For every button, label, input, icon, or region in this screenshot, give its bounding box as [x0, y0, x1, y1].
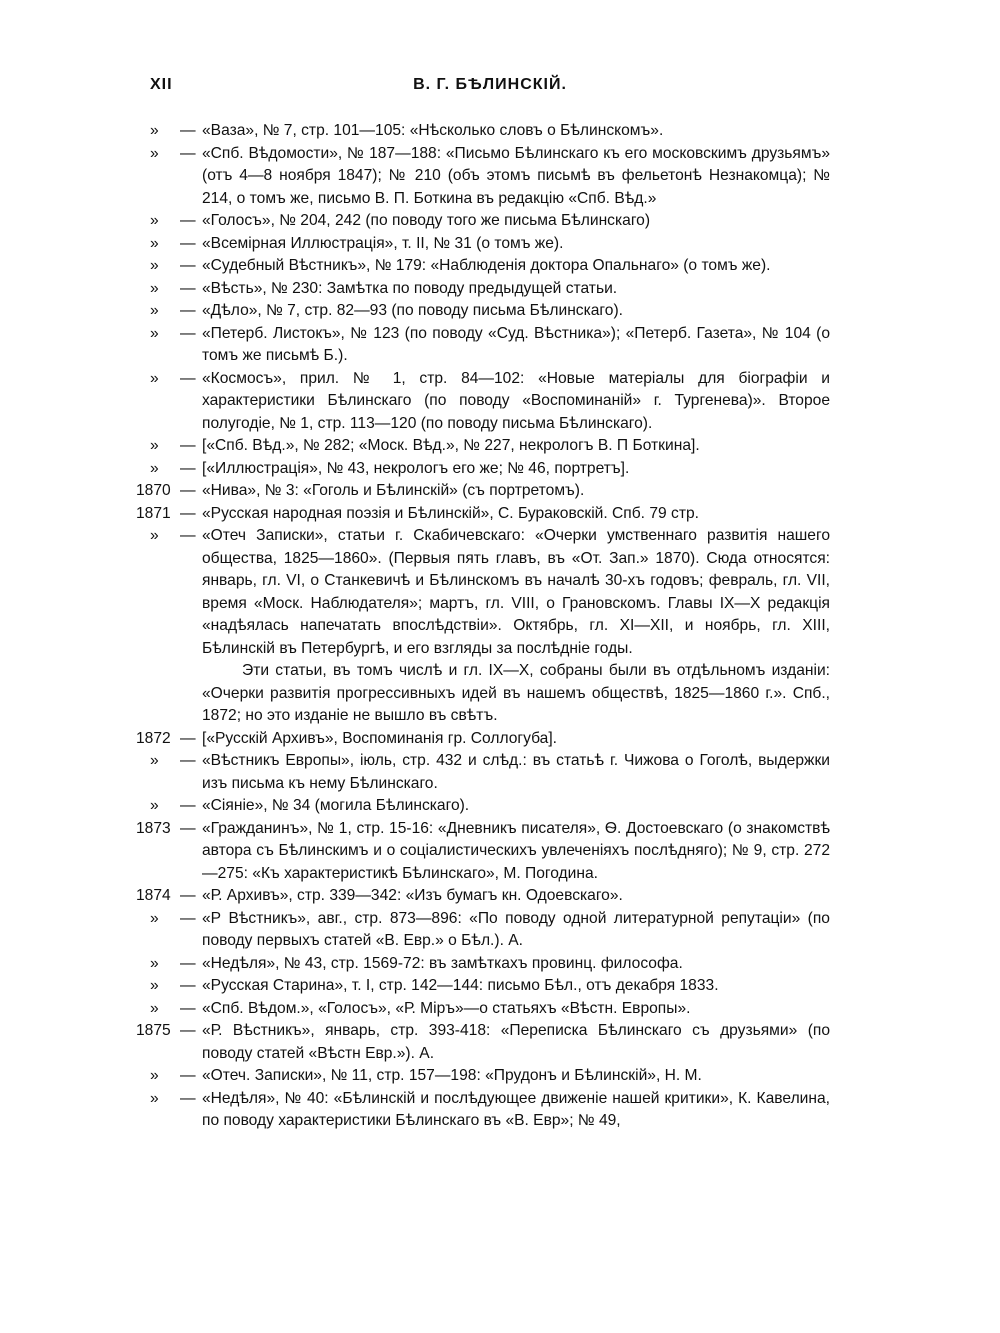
- bibliography-entry: [150, 953, 830, 976]
- entry-year: »: [150, 144, 159, 162]
- bibliography-entry: [150, 278, 830, 301]
- entry-year: 1870: [136, 482, 171, 499]
- bibliography-entry: [150, 120, 830, 143]
- entry-dash: —: [180, 887, 196, 904]
- entry-dash: —: [180, 1089, 196, 1107]
- bibliography-entry: [150, 300, 830, 323]
- entry-dash: —: [180, 144, 196, 162]
- entry-year: »: [150, 302, 159, 319]
- bibliography-entry: [150, 458, 830, 481]
- entry-dash: —: [180, 999, 196, 1017]
- entry-year: »: [150, 369, 159, 387]
- bibliography-entry: [136, 818, 830, 886]
- entry-year: 1873: [136, 819, 171, 837]
- entry-text: «Голосъ», № 204, 242 (по поводу того же письма Бѣлинскаго): [202, 212, 651, 229]
- entry-dash: —: [180, 279, 196, 297]
- entry-text: [«Спб. Вѣд.», № 282; «Моск. Вѣд.», № 227, некрологъ В. П Боткина].: [202, 437, 700, 454]
- entry-dash: —: [180, 752, 196, 769]
- bibliography-entry: [136, 503, 830, 526]
- entry-dash: —: [180, 1067, 196, 1084]
- entry-year: »: [150, 999, 159, 1017]
- entry-year: »: [150, 909, 159, 927]
- entry-text: «Спб. Вѣдомости», № 187—188: «Письмо Бѣлинскаго къ его московскимъ друзьямъ» (отъ 4—8 ноября 1847); № 210 (объ этомъ письмѣ въ фельетонѣ Незнакомца); № 214, о томъ же, письмо В. П. Боткина въ редакцію «Спб. Вѣд.»: [202, 144, 830, 207]
- entry-text: «Космосъ», прил. № 1, стр. 84—102: «Новые матеріалы для біографіи и характеристики Бѣлинскаго (по поводу «Воспоминаній» г. Тургенева)». Второе полугодіе, № 1, стр. 113—120 (по поводу письма Бѣлинскаго).: [202, 369, 830, 432]
- entry-text: [«Иллюстрація», № 43, некрологъ его же; № 46, портретъ].: [202, 459, 630, 477]
- entry-year: »: [150, 954, 159, 972]
- entry-dash: —: [180, 797, 196, 814]
- entry-text: «Вѣстникъ Европы», іюль, стр. 432 и слѣд.: въ статьѣ г. Чижова о Гоголѣ, выдержки изъ письма къ нему Бѣлинскаго.: [202, 752, 830, 792]
- entry-year: »: [150, 797, 159, 814]
- entry-text: «Гражданинъ», № 1, стр. 15-16: «Дневникъ писателя», Ѳ. Достоевскаго (о знакомствѣ автора съ Бѣлинскимъ и о соціалистическихъ увлеченіяхъ послѣдняго); № 9, стр. 272—275: «Къ характеристикѣ Бѣлинскаго», М. Погодина.: [202, 819, 830, 882]
- bibliography-entry: [150, 368, 830, 436]
- entry-text: «Русская Старина», т. I, стр. 142—144: письмо Бѣл., отъ декабря 1833.: [202, 977, 719, 994]
- entry-dash: —: [180, 909, 196, 927]
- bibliography-entry: [150, 233, 830, 256]
- entry-text: «Р. Архивъ», стр. 339—342: «Изъ бумагъ кн. Одоевскаго».: [202, 887, 623, 904]
- entry-year: »: [150, 122, 159, 139]
- entry-year: »: [150, 212, 159, 229]
- bibliography-entry: [150, 750, 830, 795]
- entry-text: «Судебный Вѣстникъ», № 179: «Наблюденія доктора Опальнаго» (о томъ же).: [202, 257, 771, 274]
- bibliography-entry: [150, 435, 830, 458]
- entry-text: «Недѣля», № 43, стр. 1569-72: въ замѣткахъ провинц. философа.: [202, 954, 683, 972]
- entry-dash: —: [180, 212, 196, 229]
- page-number: XII: [150, 76, 173, 93]
- entry-year: 1871: [136, 504, 171, 522]
- entry-text: «Р. Вѣстникъ», январь, стр. 393-418: «Переписка Бѣлинскаго съ друзьями» (по поводу статей «Вѣстн Евр.»). А.: [202, 1022, 830, 1062]
- entry-dash: —: [180, 527, 196, 544]
- entry-year: »: [150, 234, 159, 252]
- bibliography-list: [136, 120, 830, 1133]
- bibliography-entry: [150, 908, 830, 953]
- bibliography-entry: [150, 323, 830, 368]
- entry-dash: —: [180, 234, 196, 252]
- entry-year: »: [150, 257, 159, 274]
- entry-dash: —: [180, 954, 196, 972]
- entry-text: «Вѣсть», № 230: Замѣтка по поводу предыдущей статьи.: [202, 279, 618, 297]
- entry-text: «Нива», № 3: «Гоголь и Бѣлинскій» (съ портретомъ).: [202, 482, 585, 499]
- bibliography-entry: [150, 998, 830, 1021]
- entry-dash: —: [180, 482, 196, 499]
- bibliography-entry: [136, 1020, 830, 1065]
- entry-text: «Спб. Вѣдом.», «Голосъ», «Р. Міръ»—о статьяхъ «Вѣстн. Европы».: [202, 999, 691, 1017]
- bibliography-entry: [150, 975, 830, 998]
- entry-dash: —: [180, 302, 196, 319]
- entry-dash: —: [180, 1022, 196, 1039]
- entry-text: «Ваза», № 7, стр. 101—105: «Нѣсколько словъ о Бѣлинскомъ».: [202, 122, 664, 139]
- entry-year: »: [150, 437, 159, 454]
- entry-year: 1874: [136, 887, 171, 904]
- entry-year: »: [150, 324, 159, 342]
- entry-text: «Недѣля», № 40: «Бѣлинскій и послѣдующее движеніе нашей критики», К. Кавелина, по поводу характеристики Бѣлинскаго въ «В. Евр»; № 49,: [202, 1089, 830, 1129]
- entry-dash: —: [180, 819, 196, 837]
- entry-dash: —: [180, 122, 196, 139]
- page-header: [150, 76, 830, 100]
- entry-dash: —: [180, 369, 196, 387]
- continuation-paragraph: Эти статьи, въ томъ числѣ и гл. IX—X, собраны были въ отдѣльномъ изданіи: «Очерки развитія прогрессивныхъ идей въ нашемъ обществѣ, 1825—1860 г.». Спб., 1872; но это изданіе не вышло въ свѣтъ.: [202, 662, 830, 724]
- entry-year: 1872: [136, 729, 171, 747]
- entry-text: «Петерб. Листокъ», № 123 (по поводу «Суд. Вѣстника»); «Петерб. Газета», № 104 (о томъ же письмѣ Б.).: [202, 324, 830, 364]
- entry-year: »: [150, 527, 159, 544]
- bibliography-entry: [150, 255, 830, 278]
- entry-year: »: [150, 1067, 159, 1084]
- entry-dash: —: [180, 324, 196, 342]
- entry-year: »: [150, 1089, 159, 1107]
- entry-year: 1875: [136, 1022, 171, 1039]
- bibliography-entry: [150, 1088, 830, 1133]
- bibliography-entry: [136, 480, 830, 503]
- bibliography-entry: [136, 885, 830, 908]
- entry-dash: —: [180, 504, 196, 522]
- bibliography-entry: [150, 1065, 830, 1088]
- bibliography-entry: [150, 143, 830, 211]
- entry-dash: —: [180, 459, 196, 477]
- bibliography-entry: [150, 525, 830, 660]
- entry-year: »: [150, 977, 159, 994]
- entry-year: »: [150, 459, 159, 477]
- entry-dash: —: [180, 257, 196, 274]
- entry-dash: —: [180, 729, 196, 747]
- entry-text: «Р Вѣстникъ», авг., стр. 873—896: «По поводу одной литературной репутаціи» (по поводу первыхъ статей «В. Евр.» о Бѣл.). А.: [202, 909, 830, 949]
- entry-dash: —: [180, 437, 196, 454]
- bibliography-entry: [136, 728, 830, 751]
- bibliography-entry: [150, 210, 830, 233]
- entry-text: «Сіяніе», № 34 (могила Бѣлинскаго).: [202, 797, 470, 814]
- entry-text: «Всемірная Иллюстрація», т. II, № 31 (о томъ же).: [202, 234, 564, 252]
- entry-text: «Отеч Записки», статьи г. Скабичевскаго: «Очерки умственнаго развитія нашего общества, 1825—1860». (Первыя пять главъ, въ «От. Зап.» 1870). Сюда относятся: январь, гл. VI, о Станкевичѣ и Бѣлинскомъ въ началѣ 30-хъ годовъ; февраль, гл. VII, время «Моск. Наблюдателя»; мартъ, гл. VIII, о Грановскомъ. Главы IX—X редакція «надѣялась напечатать впослѣдствіи». Октябрь, гл. XI—XII, и ноябрь, гл. XIII, Бѣлинскій въ Петербургѣ, и его взгляды за послѣдніе годы.: [202, 527, 830, 657]
- entry-text: «Русская народная поэзія и Бѣлинскій», С. Бураковскій. Спб. 79 стр.: [202, 504, 699, 522]
- entry-text: [«Русскій Архивъ», Воспоминанія гр. Соллогуба].: [202, 729, 557, 747]
- entry-text: «Отеч. Записки», № 11, стр. 157—198: «Прудонъ и Бѣлинскій», Н. М.: [202, 1067, 702, 1084]
- bibliography-entry: [150, 795, 830, 818]
- entry-dash: —: [180, 977, 196, 994]
- entry-text: «Дѣло», № 7, стр. 82—93 (по поводу письма Бѣлинскаго).: [202, 302, 623, 319]
- entry-year: »: [150, 752, 159, 769]
- entry-year: »: [150, 279, 159, 297]
- running-title: В. Г. БѢЛИНСКІЙ.: [413, 76, 567, 93]
